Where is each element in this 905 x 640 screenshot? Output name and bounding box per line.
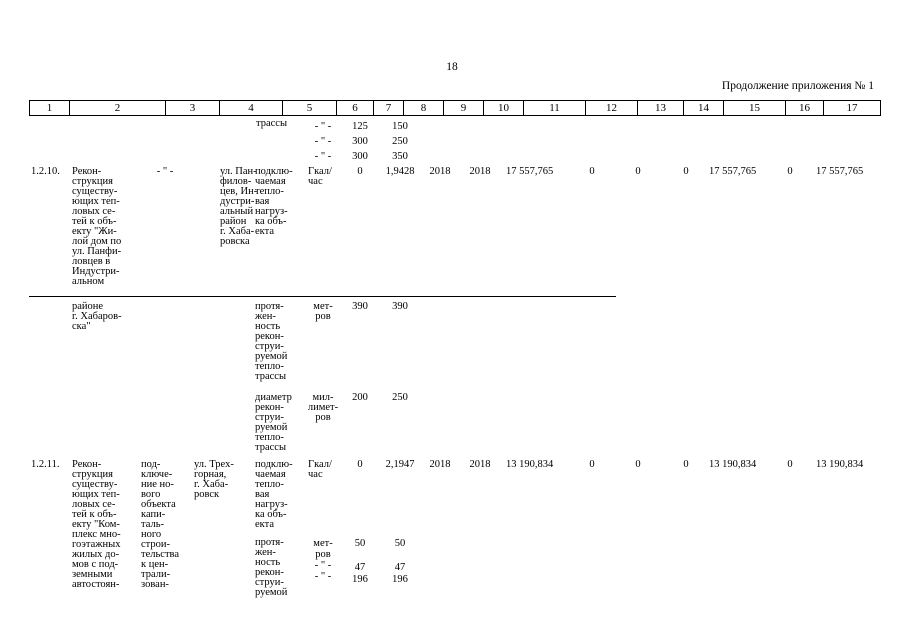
cont-row-1-value-after: 150 bbox=[392, 121, 408, 132]
row-1-2-10-length-before: 390 bbox=[352, 301, 368, 312]
cont-row-2-value-before: 300 bbox=[352, 136, 368, 147]
cont-row-3-value-after: 350 bbox=[392, 151, 408, 162]
header-col-17: 17 bbox=[824, 101, 881, 116]
row-1-2-11-col-15: 13 190,834 bbox=[709, 459, 757, 470]
header-col-4: 4 bbox=[220, 101, 283, 116]
header-col-5: 5 bbox=[283, 101, 337, 116]
row-1-2-11-length-after: 50 47 196 bbox=[392, 538, 408, 585]
row-1-2-10-col-14: 0 bbox=[683, 166, 689, 177]
header-col-14: 14 bbox=[684, 101, 724, 116]
header-col-12: 12 bbox=[586, 101, 638, 116]
row-1-2-10-end-year: 2018 bbox=[469, 166, 491, 177]
row-1-2-11-name: Рекон- струкция существу- ющих теп- ловых се- тей к объ- екту "Ком- плекс мно- гоэтажных жилых до- мов с под- земными автостоян- bbox=[72, 459, 121, 590]
column-number-header bbox=[29, 100, 881, 116]
row-1-2-10-value-after: 1,9428 bbox=[385, 166, 415, 177]
row-1-2-10-col-12: 0 bbox=[589, 166, 595, 177]
page-number: 18 bbox=[446, 61, 458, 73]
header-col-8: 8 bbox=[404, 101, 444, 116]
row-1-2-11-col-14: 0 bbox=[683, 459, 689, 470]
row-1-2-10-name: Рекон- струкция существу- ющих теп- ловых се- тей к объ- екту "Жи- лой дом по ул. Панфи- ловцев в Индустри- альном bbox=[72, 166, 122, 287]
cont-row-2-unit: - " - bbox=[314, 136, 332, 147]
row-1-2-10-col-15: 17 557,765 bbox=[709, 166, 757, 177]
header-col-3: 3 bbox=[166, 101, 220, 116]
cont-row-3-unit: - " - bbox=[314, 151, 332, 162]
row-1-2-10-diameter-after: 250 bbox=[392, 392, 408, 403]
continuation-caption: Продолжение приложения № 1 bbox=[721, 80, 874, 92]
row-1-2-10-indicator: подклю- чаемая тепло- вая нагруз- ка объ- екта bbox=[255, 166, 293, 237]
row-1-2-11-start-year: 2018 bbox=[429, 459, 451, 470]
cont-row-1-value-before: 125 bbox=[352, 121, 368, 132]
row-1-2-11-length-units: мет- ров - " - - " - bbox=[313, 538, 333, 582]
row-1-2-11-value-after: 2,1947 bbox=[385, 459, 415, 470]
header-col-2: 2 bbox=[70, 101, 166, 116]
page-break-rule bbox=[29, 296, 616, 297]
row-1-2-10-length-after: 390 bbox=[392, 301, 408, 312]
row-1-2-10-value-before: 0 bbox=[357, 166, 363, 177]
row-1-2-10-location: ул. Пан- филов- цев, Ин- дустри- альный район г. Хаба- ровска bbox=[220, 166, 258, 247]
header-col-10: 10 bbox=[484, 101, 524, 116]
row-1-2-10-col-16: 0 bbox=[787, 166, 793, 177]
row-1-2-11-indicator: подклю- чаемая тепло- вая нагруз- ка объ- екта bbox=[255, 459, 293, 530]
row-1-2-11-total-cost: 13 190,834 bbox=[506, 459, 554, 470]
row-1-2-11-value-before: 0 bbox=[357, 459, 363, 470]
row-1-2-10-length-indicator: протя- жен- ность рекон- струи- руемой тепло- трассы bbox=[255, 301, 288, 382]
row-1-2-10-diameter-unit: мил- лимет- ров bbox=[307, 392, 339, 423]
row-1-2-10-unit: Гкал/ час bbox=[308, 166, 332, 187]
cont-row-1-unit: - " - bbox=[314, 121, 332, 132]
row-1-2-10-col-17: 17 557,765 bbox=[816, 166, 864, 177]
row-1-2-11-col-16: 0 bbox=[787, 459, 793, 470]
row-1-2-11-length-indicator: протя- жен- ность рекон- струи- руемой bbox=[255, 537, 288, 598]
row-1-2-11-end-year: 2018 bbox=[469, 459, 491, 470]
cont-row-1-indicator: трассы bbox=[256, 118, 288, 129]
row-1-2-10-total-cost: 17 557,765 bbox=[506, 166, 554, 177]
header-col-13: 13 bbox=[638, 101, 684, 116]
row-1-2-11-purpose: под- ключе- ние но- вого объекта капи- таль- ного строи- тельства к цен- трали- зован- bbox=[141, 459, 180, 590]
header-col-16: 16 bbox=[786, 101, 824, 116]
row-1-2-11-number: 1.2.11. bbox=[31, 459, 60, 470]
row-1-2-10-number: 1.2.10. bbox=[31, 166, 60, 177]
row-1-2-11-col-13: 0 bbox=[635, 459, 641, 470]
row-1-2-11-unit: Гкал/ час bbox=[308, 459, 332, 480]
row-1-2-10-col-13: 0 bbox=[635, 166, 641, 177]
row-1-2-11-col-12: 0 bbox=[589, 459, 595, 470]
row-1-2-11-col-17: 13 190,834 bbox=[816, 459, 864, 470]
header-col-7: 7 bbox=[374, 101, 404, 116]
row-1-2-10-diameter-before: 200 bbox=[352, 392, 368, 403]
row-1-2-10-start-year: 2018 bbox=[429, 166, 451, 177]
row-1-2-10-purpose: - " - bbox=[156, 166, 174, 177]
row-1-2-11-length-before: 50 47 196 bbox=[352, 538, 368, 585]
cont-row-2-value-after: 250 bbox=[392, 136, 408, 147]
row-1-2-10-name-cont: районе г. Хабаров- ска" bbox=[72, 301, 122, 332]
header-col-6: 6 bbox=[337, 101, 374, 116]
header-col-9: 9 bbox=[444, 101, 484, 116]
header-col-15: 15 bbox=[724, 101, 786, 116]
row-1-2-10-diameter-indicator: диаметр рекон- струи- руемой тепло- трассы bbox=[255, 392, 292, 453]
cont-row-3-value-before: 300 bbox=[352, 151, 368, 162]
row-1-2-10-length-unit: мет- ров bbox=[313, 301, 333, 322]
header-col-11: 11 bbox=[524, 101, 586, 116]
header-col-1: 1 bbox=[30, 101, 70, 116]
row-1-2-11-location: ул. Трех- горная, г. Хаба- ровск bbox=[194, 459, 234, 500]
